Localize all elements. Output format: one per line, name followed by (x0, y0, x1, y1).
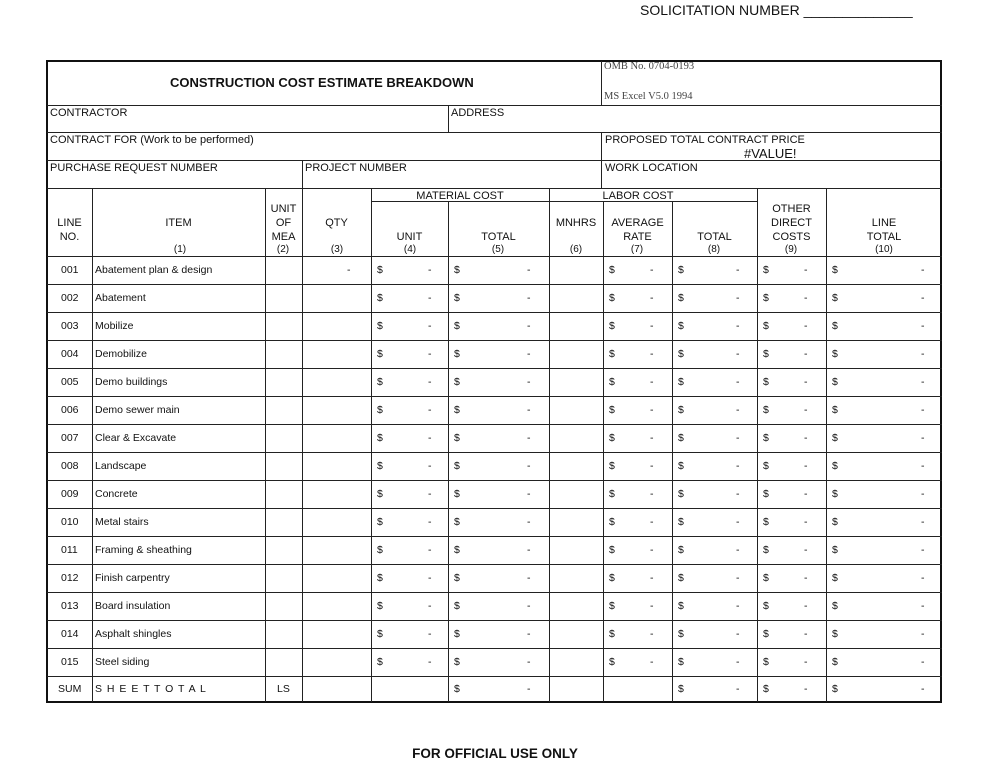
other-direct-value: - (804, 516, 808, 528)
line-total-currency: $ (832, 460, 838, 472)
average-rate-currency: $ (609, 600, 615, 612)
item-name: Demo buildings (95, 376, 168, 388)
other-direct-value: - (804, 600, 808, 612)
material-unit-currency: $ (377, 320, 383, 332)
average-rate-currency: $ (609, 628, 615, 640)
line-total-value: - (921, 628, 925, 640)
other-direct-currency: $ (763, 544, 769, 556)
average-rate-value: - (650, 488, 654, 500)
divider (47, 132, 942, 133)
average-rate-currency: $ (609, 516, 615, 528)
material-unit-value: - (428, 460, 432, 472)
row-rule (47, 424, 942, 425)
material-unit-value: - (428, 376, 432, 388)
average-rate-value: - (650, 544, 654, 556)
labor-total-value: - (736, 376, 740, 388)
labor-total-currency: $ (678, 404, 684, 416)
average-rate-currency: $ (609, 488, 615, 500)
average-rate-value: - (650, 376, 654, 388)
labor-total-currency: $ (678, 320, 684, 332)
average-rate-currency: $ (609, 320, 615, 332)
material-unit-value: - (428, 488, 432, 500)
material-unit-currency: $ (377, 572, 383, 584)
other-direct-value: - (804, 544, 808, 556)
material-unit-value: - (428, 628, 432, 640)
item-name: Demobilize (95, 348, 147, 360)
line-total-value: - (921, 376, 925, 388)
item-name: Abatement plan & design (95, 264, 213, 276)
sum-unit: LS (277, 683, 290, 695)
qty-value: - (347, 264, 351, 276)
column-rule (549, 188, 550, 702)
labor-total-currency: $ (678, 460, 684, 472)
material-unit-value: - (428, 516, 432, 528)
line-total-currency: $ (832, 628, 838, 640)
labor-total-value: - (736, 292, 740, 304)
material-unit-value: - (428, 320, 432, 332)
column-rule (371, 188, 372, 702)
material-total-value: - (527, 320, 531, 332)
line-total-value: - (921, 432, 925, 444)
line-total-currency: $ (832, 683, 838, 695)
item-name: Board insulation (95, 600, 171, 612)
col-header-item: ITEM (165, 217, 192, 229)
material-total-currency: $ (454, 376, 460, 388)
row-rule (47, 592, 942, 593)
other-direct-currency: $ (763, 460, 769, 472)
material-unit-currency: $ (377, 376, 383, 388)
material-total-value: - (527, 432, 531, 444)
other-direct-currency: $ (763, 376, 769, 388)
line-number: 002 (61, 292, 79, 304)
line-total-currency: $ (832, 376, 838, 388)
other-direct-value: - (804, 628, 808, 640)
labor-total-value: - (736, 516, 740, 528)
row-rule (47, 536, 942, 537)
row-rule (47, 564, 942, 565)
material-unit-value: - (428, 432, 432, 444)
material-total-currency: $ (454, 600, 460, 612)
purchase-request-label: PURCHASE REQUEST NUMBER (50, 162, 218, 174)
material-total-value: - (527, 628, 531, 640)
line-total-value: - (921, 572, 925, 584)
labor-total-value: - (736, 460, 740, 472)
material-unit-currency: $ (377, 348, 383, 360)
average-rate-currency: $ (609, 432, 615, 444)
other-direct-value: - (804, 376, 808, 388)
column-number: (8) (707, 244, 721, 255)
row-rule (47, 648, 942, 649)
material-total-value: - (527, 683, 531, 695)
material-unit-currency: $ (377, 432, 383, 444)
sum-label: SUM (58, 683, 82, 695)
solicitation-number (640, 2, 913, 18)
line-total-currency: $ (832, 404, 838, 416)
average-rate-value: - (650, 264, 654, 276)
other-direct-value: - (804, 460, 808, 472)
line-total-value: - (921, 656, 925, 668)
material-unit-currency: $ (377, 264, 383, 276)
line-number: 010 (61, 516, 79, 528)
material-total-currency: $ (454, 488, 460, 500)
material-total-value: - (527, 460, 531, 472)
material-total-currency: $ (454, 516, 460, 528)
item-name: Metal stairs (95, 516, 149, 528)
other-direct-value: - (804, 432, 808, 444)
version-note: MS Excel V5.0 1994 (604, 91, 693, 102)
solicitation-blank[interactable]: ______________ (803, 2, 913, 18)
line-total-value: - (921, 404, 925, 416)
material-unit-currency: $ (377, 460, 383, 472)
line-total-value: - (921, 600, 925, 612)
labor-total-value: - (736, 320, 740, 332)
col-header-mat-unit: UNIT (396, 231, 423, 243)
material-total-value: - (527, 264, 531, 276)
average-rate-value: - (650, 320, 654, 332)
material-total-value: - (527, 348, 531, 360)
col-header-line-no: LINE NO. (57, 217, 82, 243)
material-unit-value: - (428, 656, 432, 668)
item-name: Abatement (95, 292, 146, 304)
material-total-currency: $ (454, 656, 460, 668)
divider (47, 105, 942, 106)
divider (302, 160, 303, 188)
labor-total-currency: $ (678, 516, 684, 528)
line-total-value: - (921, 516, 925, 528)
line-number: 013 (61, 600, 79, 612)
average-rate-currency: $ (609, 460, 615, 472)
solicitation-label: SOLICITATION NUMBER (640, 2, 800, 18)
average-rate-value: - (650, 628, 654, 640)
column-number: (3) (330, 244, 344, 255)
row-rule (47, 452, 942, 453)
row-rule (47, 312, 942, 313)
line-total-currency: $ (832, 544, 838, 556)
line-number: 009 (61, 488, 79, 500)
material-total-value: - (527, 488, 531, 500)
column-number: (9) (784, 244, 798, 255)
line-total-value: - (921, 292, 925, 304)
line-total-currency: $ (832, 292, 838, 304)
material-unit-currency: $ (377, 544, 383, 556)
material-total-currency: $ (454, 432, 460, 444)
proposed-price-label: PROPOSED TOTAL CONTRACT PRICE (605, 134, 805, 146)
row-rule (47, 480, 942, 481)
row-rule (47, 508, 942, 509)
material-cost-header: MATERIAL COST (416, 190, 504, 202)
row-rule (47, 340, 942, 341)
line-number: 014 (61, 628, 79, 640)
material-total-value: - (527, 376, 531, 388)
column-rule (826, 188, 827, 702)
other-direct-value: - (804, 656, 808, 668)
material-unit-value: - (428, 404, 432, 416)
line-number: 007 (61, 432, 79, 444)
material-total-currency: $ (454, 683, 460, 695)
labor-total-currency: $ (678, 544, 684, 556)
material-unit-currency: $ (377, 600, 383, 612)
column-rule (672, 201, 673, 702)
omb-number: OMB No. 0704-0193 (604, 61, 695, 72)
column-number: (6) (569, 244, 583, 255)
average-rate-value: - (650, 516, 654, 528)
material-unit-currency: $ (377, 656, 383, 668)
material-unit-currency: $ (377, 628, 383, 640)
column-number: (2) (276, 244, 290, 255)
col-header-lab-total: TOTAL (697, 231, 732, 243)
row-rule (47, 284, 942, 285)
labor-cost-header: LABOR COST (602, 190, 674, 202)
other-direct-currency: $ (763, 264, 769, 276)
line-number: 004 (61, 348, 79, 360)
labor-total-currency: $ (678, 656, 684, 668)
material-total-currency: $ (454, 264, 460, 276)
line-total-value: - (921, 544, 925, 556)
material-unit-currency: $ (377, 404, 383, 416)
line-total-value: - (921, 460, 925, 472)
other-direct-currency: $ (763, 516, 769, 528)
other-direct-currency: $ (763, 488, 769, 500)
line-total-currency: $ (832, 348, 838, 360)
other-direct-currency: $ (763, 600, 769, 612)
material-unit-value: - (428, 572, 432, 584)
average-rate-currency: $ (609, 264, 615, 276)
line-total-currency: $ (832, 432, 838, 444)
other-direct-currency: $ (763, 572, 769, 584)
material-total-currency: $ (454, 544, 460, 556)
other-direct-value: - (804, 292, 808, 304)
form-title: CONSTRUCTION COST ESTIMATE BREAKDOWN (170, 75, 474, 90)
average-rate-currency: $ (609, 292, 615, 304)
row-rule (47, 368, 942, 369)
line-total-currency: $ (832, 516, 838, 528)
item-name: Demo sewer main (95, 404, 180, 416)
divider (448, 105, 449, 132)
row-rule (47, 620, 942, 621)
labor-total-value: - (736, 404, 740, 416)
divider (601, 61, 602, 105)
other-direct-value: - (804, 572, 808, 584)
labor-total-value: - (736, 683, 740, 695)
material-total-currency: $ (454, 292, 460, 304)
labor-total-value: - (736, 488, 740, 500)
col-header-avg-rate: AVERAGE RATE (611, 217, 664, 243)
other-direct-currency: $ (763, 628, 769, 640)
item-name: Asphalt shingles (95, 628, 172, 640)
other-direct-currency: $ (763, 348, 769, 360)
column-number: (7) (630, 244, 644, 255)
other-direct-value: - (804, 404, 808, 416)
line-number: 012 (61, 572, 79, 584)
item-name: Steel siding (95, 656, 150, 668)
other-direct-currency: $ (763, 656, 769, 668)
labor-total-value: - (736, 544, 740, 556)
material-total-value: - (527, 600, 531, 612)
address-label: ADDRESS (451, 107, 505, 119)
column-number: (4) (403, 244, 417, 255)
labor-total-value: - (736, 264, 740, 276)
line-total-value: - (921, 348, 925, 360)
item-name: Landscape (95, 460, 147, 472)
average-rate-currency: $ (609, 376, 615, 388)
row-rule (47, 676, 942, 677)
average-rate-value: - (650, 656, 654, 668)
material-total-currency: $ (454, 628, 460, 640)
line-number: 001 (61, 264, 79, 276)
project-number-label: PROJECT NUMBER (305, 162, 407, 174)
average-rate-value: - (650, 600, 654, 612)
divider (601, 132, 602, 188)
material-unit-value: - (428, 264, 432, 276)
line-total-currency: $ (832, 656, 838, 668)
item-name: Framing & sheathing (95, 544, 192, 556)
other-direct-value: - (804, 348, 808, 360)
work-location-label: WORK LOCATION (605, 162, 698, 174)
material-unit-value: - (428, 348, 432, 360)
material-total-currency: $ (454, 404, 460, 416)
material-total-value: - (527, 404, 531, 416)
labor-total-value: - (736, 572, 740, 584)
line-total-value: - (921, 320, 925, 332)
other-direct-value: - (804, 264, 808, 276)
average-rate-value: - (650, 572, 654, 584)
row-rule (47, 396, 942, 397)
average-rate-currency: $ (609, 348, 615, 360)
column-number: (10) (875, 244, 893, 255)
col-header-other-direct: OTHER DIRECT COSTS (771, 203, 812, 243)
average-rate-value: - (650, 460, 654, 472)
proposed-price-value: #VALUE! (744, 146, 797, 161)
column-rule (302, 188, 303, 702)
average-rate-currency: $ (609, 572, 615, 584)
col-header-qty: QTY (325, 217, 348, 229)
labor-total-value: - (736, 432, 740, 444)
col-header-unit-of-meas: UNIT OF MEA (270, 203, 297, 243)
average-rate-currency: $ (609, 656, 615, 668)
item-name: Clear & Excavate (95, 432, 177, 444)
other-direct-value: - (804, 488, 808, 500)
line-total-value: - (921, 264, 925, 276)
labor-total-value: - (736, 348, 740, 360)
labor-total-value: - (736, 628, 740, 640)
line-number: 011 (61, 544, 78, 556)
other-direct-currency: $ (763, 683, 769, 695)
average-rate-value: - (650, 432, 654, 444)
labor-total-currency: $ (678, 432, 684, 444)
material-unit-currency: $ (377, 516, 383, 528)
average-rate-value: - (650, 404, 654, 416)
labor-total-value: - (736, 600, 740, 612)
material-total-currency: $ (454, 348, 460, 360)
column-rule (603, 201, 604, 702)
material-unit-value: - (428, 600, 432, 612)
material-total-currency: $ (454, 320, 460, 332)
line-number: 006 (61, 404, 79, 416)
other-direct-currency: $ (763, 432, 769, 444)
line-number: 008 (61, 460, 79, 472)
column-number: (5) (491, 244, 505, 255)
col-header-mat-total: TOTAL (481, 231, 516, 243)
header-rule (47, 256, 942, 257)
material-total-currency: $ (454, 572, 460, 584)
item-name: Finish carpentry (95, 572, 170, 584)
material-unit-currency: $ (377, 488, 383, 500)
line-total-currency: $ (832, 572, 838, 584)
line-number: 005 (61, 376, 79, 388)
average-rate-currency: $ (609, 404, 615, 416)
other-direct-value: - (804, 320, 808, 332)
line-number: 003 (61, 320, 79, 332)
average-rate-value: - (650, 292, 654, 304)
labor-total-currency: $ (678, 376, 684, 388)
contract-for-label: CONTRACT FOR (Work to be performed) (50, 134, 254, 146)
other-direct-value: - (804, 683, 808, 695)
line-total-currency: $ (832, 264, 838, 276)
column-rule (92, 188, 93, 702)
divider (47, 160, 942, 161)
col-header-line-total: LINE TOTAL (866, 217, 902, 243)
material-unit-value: - (428, 292, 432, 304)
labor-total-currency: $ (678, 628, 684, 640)
labor-total-currency: $ (678, 572, 684, 584)
column-rule (757, 188, 758, 702)
labor-total-currency: $ (678, 488, 684, 500)
col-header-mnhrs: MNHRS (555, 217, 597, 229)
average-rate-currency: $ (609, 544, 615, 556)
labor-total-currency: $ (678, 600, 684, 612)
other-direct-currency: $ (763, 404, 769, 416)
material-unit-value: - (428, 544, 432, 556)
line-total-value: - (921, 488, 925, 500)
material-unit-currency: $ (377, 292, 383, 304)
line-total-value: - (921, 683, 925, 695)
line-number: 015 (61, 656, 79, 668)
column-rule (265, 188, 266, 702)
column-rule (448, 201, 449, 702)
column-number: (1) (173, 244, 187, 255)
material-total-value: - (527, 516, 531, 528)
material-total-value: - (527, 544, 531, 556)
line-total-currency: $ (832, 488, 838, 500)
line-total-currency: $ (832, 600, 838, 612)
labor-total-currency: $ (678, 348, 684, 360)
sheet-total-label: S H E E T T O T A L (95, 683, 207, 695)
material-total-value: - (527, 656, 531, 668)
labor-total-currency: $ (678, 264, 684, 276)
item-name: Mobilize (95, 320, 134, 332)
item-name: Concrete (95, 488, 138, 500)
average-rate-value: - (650, 348, 654, 360)
material-total-value: - (527, 292, 531, 304)
material-total-currency: $ (454, 460, 460, 472)
labor-total-currency: $ (678, 292, 684, 304)
material-total-value: - (527, 572, 531, 584)
labor-total-currency: $ (678, 683, 684, 695)
contractor-label: CONTRACTOR (50, 107, 128, 119)
footer-note: FOR OFFICIAL USE ONLY (412, 746, 578, 761)
labor-total-value: - (736, 656, 740, 668)
other-direct-currency: $ (763, 292, 769, 304)
line-total-currency: $ (832, 320, 838, 332)
other-direct-currency: $ (763, 320, 769, 332)
